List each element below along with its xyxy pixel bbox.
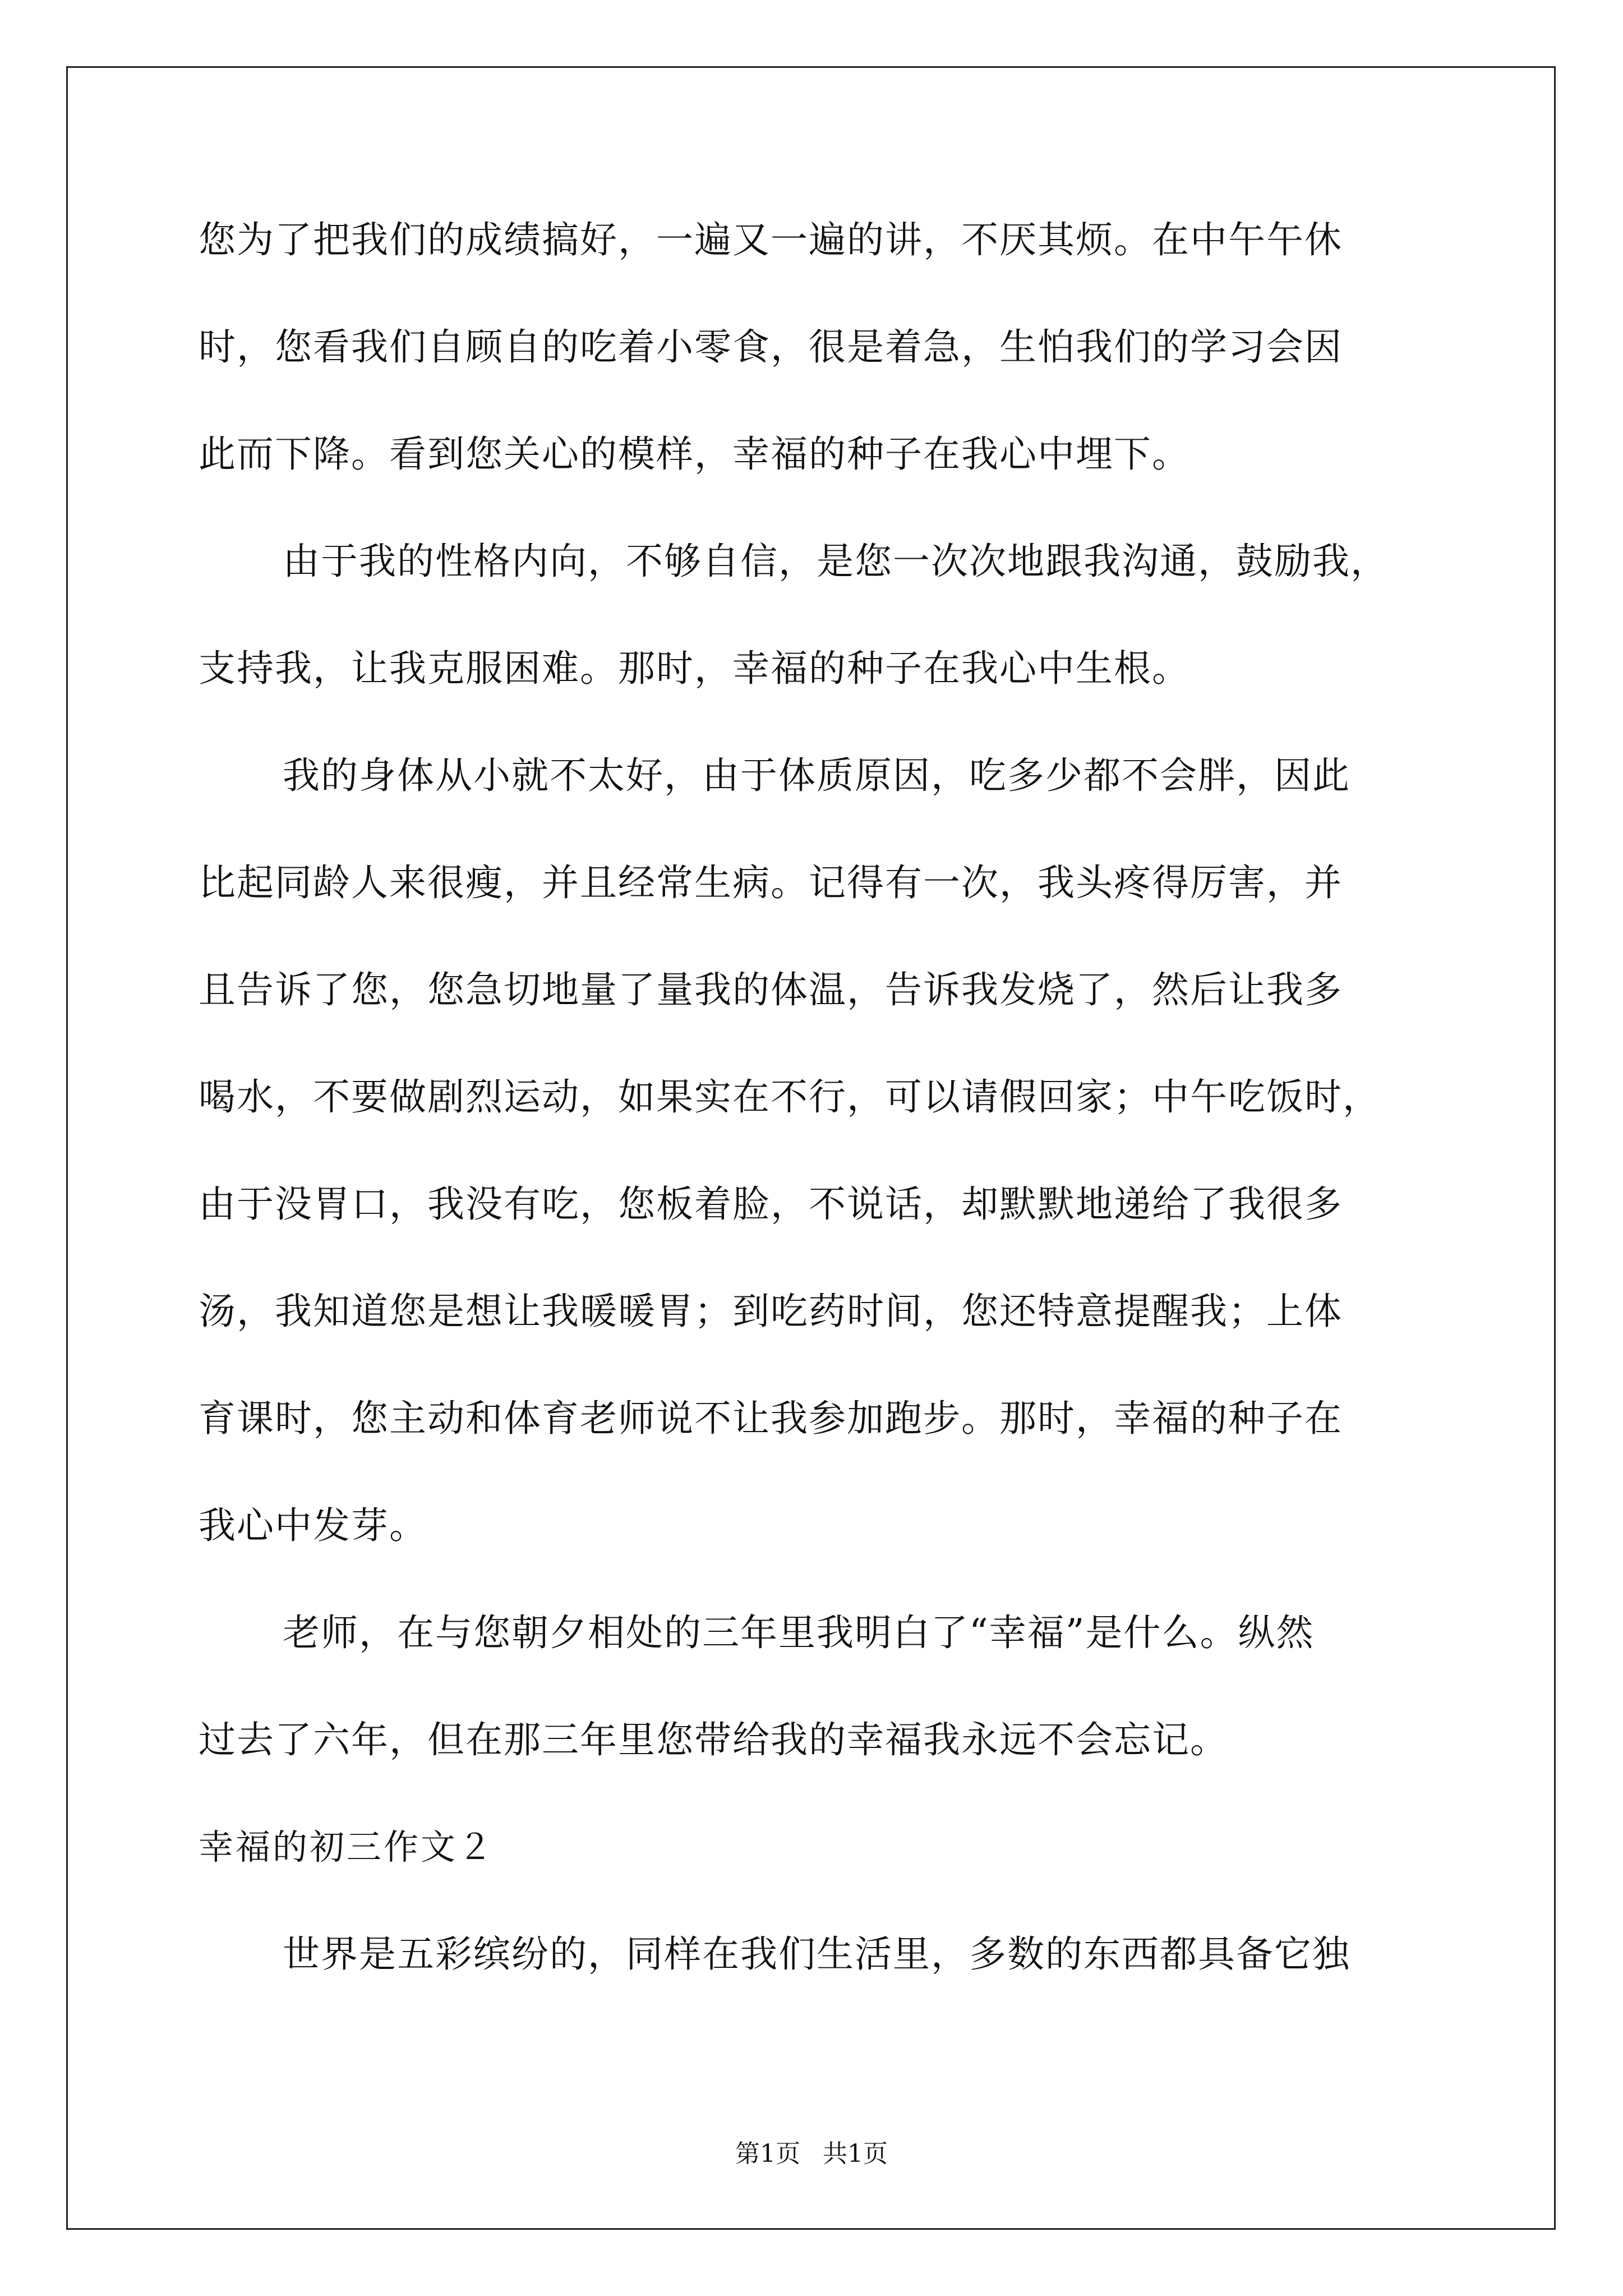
text-line: 您为了把我们的成绩搞好，一遍又一遍的讲，不厌其烦。在中午午休 (199, 218, 1343, 261)
section-heading: 幸福的初三作文２ (199, 1826, 495, 1867)
page-total: 共1页 (823, 2139, 888, 2168)
text-line: 汤，我知道您是想让我暖暖胃；到吃药时间，您还特意提醒我；上体 (199, 1290, 1343, 1333)
text-line: 时，您看我们自顾自的吃着小零食，很是着急，生怕我们的学习会因 (199, 325, 1343, 369)
page-footer (0, 2137, 1623, 2171)
text-line: 由于没胃口，我没有吃，您板着脸，不说话，却默默地递给了我很多 (199, 1182, 1343, 1226)
text-line: 且告诉了您，您急切地量了量我的体温，告诉我发烧了，然后让我多 (199, 968, 1343, 1011)
document-body (199, 213, 1432, 2035)
paragraph-start: 世界是五彩缤纷的，同样在我们生活里，多数的东西都具备它独 (283, 1932, 1350, 1976)
paragraph-start: 老师，在与您朝夕相处的三年里我明白了“幸福”是什么。纵然 (283, 1611, 1315, 1654)
page-number: 第1页 (735, 2139, 800, 2168)
text-line: 育课时，您主动和体育老师说不让我参加跑步。那时，幸福的种子在 (199, 1397, 1343, 1440)
text-line: 此而下降。看到您关心的模样，幸福的种子在我心中埋下。 (199, 432, 1190, 476)
text-line: 喝水，不要做剧烈运动，如果实在不行，可以请假回家；中午吃饭时， (199, 1075, 1381, 1119)
text-line: 过去了六年，但在那三年里您带给我的幸福我永远不会忘记。 (199, 1718, 1228, 1761)
paragraph-start: 由于我的性格内向，不够自信，是您一次次地跟我沟通，鼓励我， (283, 540, 1389, 583)
text-line: 支持我，让我克服困难。那时，幸福的种子在我心中生根。 (199, 647, 1190, 690)
text-line: 比起同龄人来很瘦，并且经常生病。记得有一次，我头疼得厉害，并 (199, 861, 1343, 904)
text-line: 我心中发芽。 (199, 1504, 427, 1547)
paragraph-start: 我的身体从小就不太好，由于体质原因，吃多少都不会胖，因此 (283, 754, 1350, 797)
